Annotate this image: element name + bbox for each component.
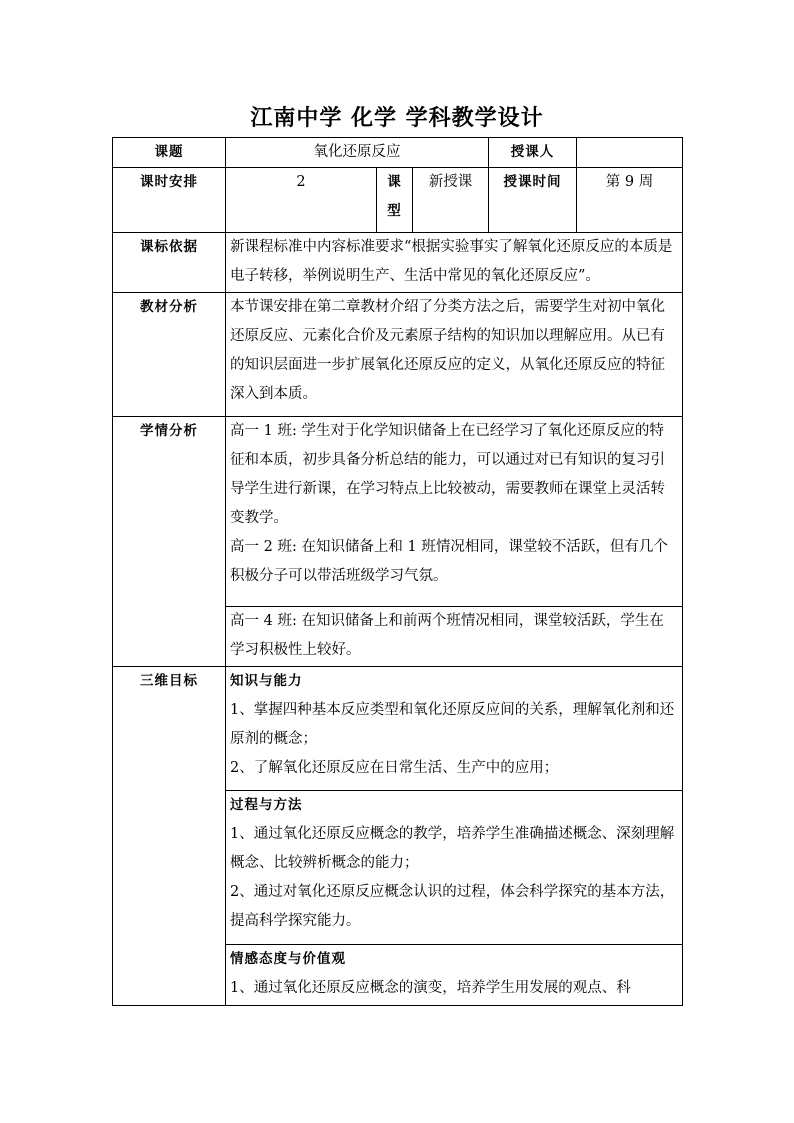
goals-label: 三维目标 <box>113 667 226 1006</box>
row-standard <box>113 233 683 293</box>
page-title: 江南中学 化学 学科教学设计 <box>250 105 544 131</box>
students-class1: 高一 1 班: 学生对于化学知识储备上在已经学习了氧化还原反应的特征和本质，初步具备分析总结的能力，可以通过对已有知识的复习引导学生进行新课，在学习特点上比较被动，需要教师在课堂上灵活转变教学。 <box>230 423 665 526</box>
lesson-type-label <box>377 168 413 233</box>
process-item-1: 1、通过氧化还原反应概念的教学，培养学生准确描述概念、深刻理解概念、比较辨析概念的能力； <box>230 826 675 871</box>
schedule-value: 2 <box>226 168 377 233</box>
students-class2: 高一 2 班: 在知识储备上和 1 班情况相同，课堂较不活跃，但有几个积极分子可以带活班级学习气氛。 <box>230 539 668 584</box>
students-class4: 高一 4 班: 在知识储备上和前两个班情况相同，课堂较活跃，学生在学习积极性上较好。 <box>226 607 683 667</box>
knowledge-heading: 知识与能力 <box>230 673 303 689</box>
lesson-type-label-line1: 课 <box>387 174 402 190</box>
teacher-value <box>577 138 683 168</box>
process-item-2: 2、通过对氧化还原反应概念认识的过程，体会科学探究的基本方法，提高科学探究能力。 <box>230 884 675 929</box>
row-schedule <box>113 168 683 233</box>
students-classes-1-2 <box>226 417 683 607</box>
lesson-type-label-line2: 型 <box>387 203 402 219</box>
standard-label: 课标依据 <box>113 233 226 293</box>
lesson-time-value: 第 9 周 <box>577 168 683 233</box>
students-label: 学情分析 <box>113 417 226 667</box>
knowledge-item-1: 1、掌握四种基本反应类型和氧化还原反应间的关系，理解氧化剂和还原剂的概念； <box>230 702 675 747</box>
lesson-time-label: 授课时间 <box>489 168 577 233</box>
emotion-heading: 情感态度与价值观 <box>230 951 346 967</box>
process-heading: 过程与方法 <box>230 797 303 813</box>
goals-knowledge <box>226 667 683 791</box>
row-topic <box>113 138 683 168</box>
goals-emotion <box>226 945 683 1006</box>
row-students-a <box>113 417 683 607</box>
goals-process <box>226 791 683 945</box>
topic-value: 氧化还原反应 <box>226 138 489 168</box>
lesson-type-value: 新授课 <box>413 168 489 233</box>
topic-label: 课题 <box>113 138 226 168</box>
emotion-item-1: 1、通过氧化还原反应概念的演变，培养学生用发展的观点、科 <box>230 980 631 996</box>
material-label: 教材分析 <box>113 293 226 417</box>
row-material <box>113 293 683 417</box>
lesson-plan-table <box>112 137 683 1006</box>
material-text: 本节课安排在第二章教材介绍了分类方法之后，需要学生对初中氧化还原反应、元素化合价及元素原子结构的知识加以理解应用。从已有的知识层面进一步扩展氧化还原反应的定义，从氧化还原反应的特征深入到本质。 <box>226 293 683 417</box>
row-goals-knowledge <box>113 667 683 791</box>
standard-text: 新课程标准中内容标准要求“根据实验事实了解氧化还原反应的本质是电子转移，举例说明生产、生活中常见的氧化还原反应”。 <box>226 233 683 293</box>
knowledge-item-2: 2、了解氧化还原反应在日常生活、生产中的应用； <box>230 760 559 776</box>
teacher-label: 授课人 <box>489 138 577 168</box>
schedule-label: 课时安排 <box>113 168 226 233</box>
